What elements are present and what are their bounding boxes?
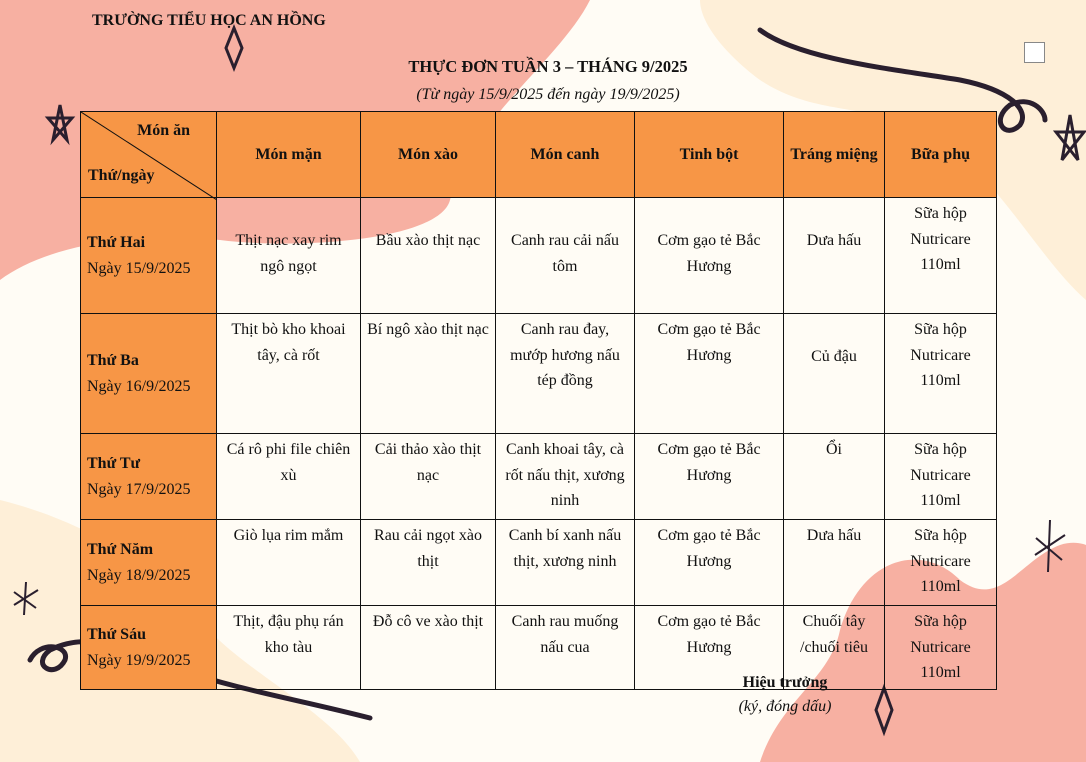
- menu-cell: Chuối tây /chuối tiêu: [784, 606, 885, 690]
- corner-top-label: Món ăn: [137, 122, 190, 139]
- day-date: Ngày 18/9/2025: [87, 566, 191, 584]
- day-date: Ngày 19/9/2025: [87, 651, 191, 669]
- table-row: [81, 434, 997, 520]
- menu-cell: Bầu xào thịt nạc: [361, 198, 496, 314]
- table-row: [81, 520, 997, 606]
- menu-cell: Sữa hộp Nutricare 110ml: [885, 198, 997, 314]
- menu-cell: Sữa hộp Nutricare 110ml: [885, 314, 997, 434]
- menu-cell: Cá rô phi file chiên xù: [217, 434, 361, 520]
- day-name: Thứ Hai: [87, 234, 146, 251]
- signature-role: Hiệu trưởng: [742, 674, 828, 691]
- menu-cell: Canh rau đay, mướp hương nấu tép đồng: [496, 314, 635, 434]
- menu-cell: Cơm gạo tẻ Bắc Hương: [635, 434, 784, 520]
- day-cell: [81, 520, 217, 606]
- menu-cell: Đỗ cô ve xào thịt: [361, 606, 496, 690]
- day-cell: [81, 314, 217, 434]
- menu-cell: Thịt bò kho khoai tây, cà rốt: [217, 314, 361, 434]
- day-name: Thứ Năm: [87, 541, 154, 558]
- column-header: Món canh: [496, 112, 635, 198]
- day-name: Thứ Ba: [87, 352, 139, 369]
- table-row: [81, 314, 997, 434]
- menu-cell: Cơm gạo tẻ Bắc Hương: [635, 198, 784, 314]
- column-header: Món mặn: [217, 112, 361, 198]
- day-name: Thứ Tư: [87, 455, 141, 472]
- page-title: THỰC ĐƠN TUẦN 3 – THÁNG 9/2025: [408, 57, 688, 76]
- menu-cell: Cải thảo xào thịt nạc: [361, 434, 496, 520]
- header-row: [81, 112, 997, 198]
- menu-cell: Ổi: [784, 434, 885, 520]
- menu-cell: Sữa hộp Nutricare 110ml: [885, 520, 997, 606]
- menu-cell: Cơm gạo tẻ Bắc Hương: [635, 606, 784, 690]
- day-cell: [81, 198, 217, 314]
- day-cell: [81, 606, 217, 690]
- school-name: TRƯỜNG TIỂU HỌC AN HỒNG: [92, 12, 326, 29]
- corner-header: [81, 112, 217, 198]
- column-header: Bữa phụ: [885, 112, 997, 198]
- day-name: Thứ Sáu: [87, 626, 146, 643]
- menu-cell: Canh khoai tây, cà rốt nấu thịt, xương ninh: [496, 434, 635, 520]
- menu-cell: Canh rau muống nấu cua: [496, 606, 635, 690]
- table-row: [81, 198, 997, 314]
- day-date: Ngày 17/9/2025: [87, 480, 191, 498]
- date-range: (Từ ngày 15/9/2025 đến ngày 19/9/2025): [416, 86, 680, 103]
- column-header: Món xào: [361, 112, 496, 198]
- day-date: Ngày 16/9/2025: [87, 377, 191, 395]
- menu-table: [80, 111, 997, 690]
- column-header: Tinh bột: [635, 112, 784, 198]
- menu-cell: Cơm gạo tẻ Bắc Hương: [635, 314, 784, 434]
- menu-cell: Dưa hấu: [784, 198, 885, 314]
- menu-cell: Củ đậu: [784, 314, 885, 434]
- menu-cell: Thịt, đậu phụ rán kho tàu: [217, 606, 361, 690]
- menu-cell: Giò lụa rim mắm: [217, 520, 361, 606]
- menu-cell: Thịt nạc xay rim ngô ngọt: [217, 198, 361, 314]
- menu-cell: Bí ngô xào thịt nạc: [361, 314, 496, 434]
- signature-note: (ký, đóng dấu): [738, 698, 832, 715]
- menu-cell: Dưa hấu: [784, 520, 885, 606]
- menu-cell: Rau cải ngọt xào thịt: [361, 520, 496, 606]
- menu-cell: Sữa hộp Nutricare 110ml: [885, 434, 997, 520]
- corner-bottom-label: Thứ/ngày: [88, 166, 155, 184]
- menu-cell: Canh bí xanh nấu thịt, xương ninh: [496, 520, 635, 606]
- menu-cell: Canh rau cải nấu tôm: [496, 198, 635, 314]
- day-date: Ngày 15/9/2025: [87, 259, 191, 277]
- menu-cell: Sữa hộp Nutricare 110ml: [885, 606, 997, 690]
- menu-cell: Cơm gạo tẻ Bắc Hương: [635, 520, 784, 606]
- column-header: Tráng miệng: [784, 112, 885, 198]
- day-cell: [81, 434, 217, 520]
